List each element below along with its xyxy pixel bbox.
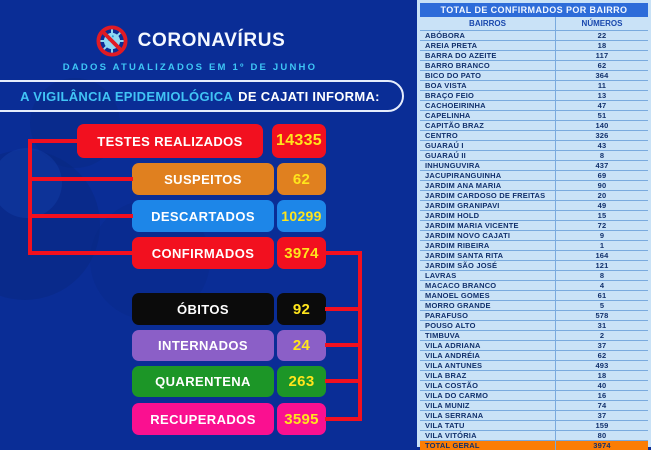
connector-line	[31, 214, 133, 218]
connector-line	[325, 307, 362, 311]
bairro-name: JARDIM SÃO JOSÉ	[425, 261, 498, 270]
bairro-name: JARDIM GRANIPAVI	[425, 201, 500, 210]
bairro-count: 117	[555, 51, 648, 60]
bairro-name: CAPITÃO BRAZ	[425, 121, 485, 130]
bairro-name: JARDIM ANA MARIA	[425, 181, 502, 190]
table-row	[420, 201, 648, 211]
bairro-name: CENTRO	[425, 131, 458, 140]
table-row	[420, 71, 648, 81]
bairro-name: VILA BRAZ	[425, 371, 467, 380]
connector-line	[28, 139, 32, 255]
table-total-row	[420, 441, 648, 450]
table-row	[420, 211, 648, 221]
total-value: 3974	[555, 441, 648, 450]
table-row	[420, 231, 648, 241]
connector-line	[358, 251, 362, 421]
table-row	[420, 91, 648, 101]
bairro-count: 51	[555, 111, 648, 120]
updated-date-label: DADOS ATUALIZADOS EM 1º DE JUNHO	[62, 62, 318, 73]
bairro-name: MORRO GRANDE	[425, 301, 491, 310]
bairro-name: VILA VITÓRIA	[425, 431, 477, 440]
stat-value: 263	[277, 366, 326, 397]
bairro-count: 159	[555, 421, 648, 430]
table-row	[420, 291, 648, 301]
bairro-count: 31	[555, 321, 648, 330]
header	[0, 24, 380, 58]
bairro-name: VILA ANTUNES	[425, 361, 483, 370]
table-row	[420, 361, 648, 371]
bairro-name: VILA ADRIANA	[425, 341, 481, 350]
bairro-count: 43	[555, 141, 648, 150]
bairro-count: 4	[555, 281, 648, 290]
bairro-name: VILA DO CARMO	[425, 391, 489, 400]
bairro-name: JARDIM NOVO CAJATI	[425, 231, 511, 240]
table-row	[420, 251, 648, 261]
bairro-name: ABÓBORA	[425, 31, 466, 40]
bairro-count: 326	[555, 131, 648, 140]
bairro-count: 37	[555, 341, 648, 350]
table-row	[420, 371, 648, 381]
bairro-count: 8	[555, 151, 648, 160]
table-row	[420, 221, 648, 231]
column-header-numeros: NÚMEROS	[555, 17, 648, 30]
total-label: TOTAL GERAL	[425, 441, 480, 450]
table-row	[420, 151, 648, 161]
announcement-banner	[0, 80, 404, 112]
bairro-name: CACHOEIRINHA	[425, 101, 486, 110]
bairro-count: 8	[555, 271, 648, 280]
connector-line	[325, 343, 362, 347]
column-header-bairros: BAIRROS	[469, 19, 506, 28]
bairro-count: 16	[555, 391, 648, 400]
bairro-name: POUSO ALTO	[425, 321, 476, 330]
banner-rest-text: DE CAJATI INFORMA:	[238, 88, 380, 104]
stat-value: 14335	[272, 124, 326, 158]
bairro-count: 47	[555, 101, 648, 110]
bairro-count: 69	[555, 171, 648, 180]
table-row	[420, 191, 648, 201]
bairro-name: PARAFUSO	[425, 311, 469, 320]
bairro-count: 164	[555, 251, 648, 260]
table-row	[420, 131, 648, 141]
bairro-count: 61	[555, 291, 648, 300]
bairro-count: 2	[555, 331, 648, 340]
bairro-count: 22	[555, 31, 648, 40]
bairro-name: MANOEL GOMES	[425, 291, 490, 300]
bairro-count: 20	[555, 191, 648, 200]
bairro-count: 437	[555, 161, 648, 170]
bairro-count: 121	[555, 261, 648, 270]
stat-label: RECUPERADOS	[132, 403, 274, 435]
stat-label: INTERNADOS	[132, 330, 274, 361]
connector-line	[31, 251, 133, 255]
bairro-count: 49	[555, 201, 648, 210]
bairro-count: 140	[555, 121, 648, 130]
bairro-count: 15	[555, 211, 648, 220]
bairro-name: GUARAÚ II	[425, 151, 466, 160]
bairro-rows	[420, 31, 648, 450]
bairro-name: TIMBUVA	[425, 331, 461, 340]
table-row	[420, 261, 648, 271]
bairro-name: VILA SERRANA	[425, 411, 484, 420]
table-row	[420, 161, 648, 171]
table-row	[420, 391, 648, 401]
bairro-count: 37	[555, 411, 648, 420]
virus-watermark	[0, 150, 100, 300]
table-row	[420, 381, 648, 391]
connector-line	[31, 177, 133, 181]
bairro-name: CAPELINHA	[425, 111, 471, 120]
bairro-name: VILA ANDRÉIA	[425, 351, 481, 360]
table-row	[420, 31, 648, 41]
bairro-count: 1	[555, 241, 648, 250]
table-header-row	[420, 17, 648, 31]
bairro-name: VILA COSTÃO	[425, 381, 479, 390]
table-row	[420, 111, 648, 121]
bairro-count: 9	[555, 231, 648, 240]
connector-line	[325, 251, 362, 255]
table-row	[420, 341, 648, 351]
stat-label: TESTES REALIZADOS	[77, 124, 263, 158]
connector-line	[31, 139, 78, 143]
bairro-name: JARDIM RIBEIRA	[425, 241, 490, 250]
bairro-count: 578	[555, 311, 648, 320]
stat-value: 92	[277, 293, 326, 325]
table-row	[420, 271, 648, 281]
bairro-count: 18	[555, 41, 648, 50]
table-row	[420, 81, 648, 91]
bairro-count: 493	[555, 361, 648, 370]
table-row	[420, 421, 648, 431]
table-row	[420, 141, 648, 151]
table-row	[420, 311, 648, 321]
bairro-count: 90	[555, 181, 648, 190]
bairro-count: 11	[555, 81, 648, 90]
bairro-name: VILA TATU	[425, 421, 465, 430]
table-row	[420, 241, 648, 251]
bairros-table-panel	[417, 0, 651, 450]
table-row	[420, 321, 648, 331]
bairro-count: 5	[555, 301, 648, 310]
stat-value: 10299	[277, 200, 326, 232]
bairro-count: 62	[555, 351, 648, 360]
bairro-name: LAVRAS	[425, 271, 457, 280]
table-row	[420, 51, 648, 61]
table-row	[420, 301, 648, 311]
table-title: TOTAL DE CONFIRMADOS POR BAIRRO	[420, 3, 648, 17]
bairro-count: 80	[555, 431, 648, 440]
table-row	[420, 41, 648, 51]
bairro-count: 72	[555, 221, 648, 230]
bairro-name: JARDIM HOLD	[425, 211, 480, 220]
banner-highlight-text: A VIGILÂNCIA EPIDEMIOLÓGICA	[20, 88, 234, 104]
bairro-count: 364	[555, 71, 648, 80]
connector-line	[325, 379, 362, 383]
bairro-name: MACACO BRANCO	[425, 281, 497, 290]
stat-label: DESCARTADOS	[132, 200, 274, 232]
bairro-name: BARRO BRANCO	[425, 61, 490, 70]
table-row	[420, 411, 648, 421]
bairro-name: INHUNGUVIRA	[425, 161, 481, 170]
bairro-name: BOA VISTA	[425, 81, 467, 90]
table-row	[420, 401, 648, 411]
no-coronavirus-icon	[95, 24, 129, 58]
table-row	[420, 171, 648, 181]
bairro-count: 13	[555, 91, 648, 100]
table-row	[420, 431, 648, 441]
bairro-name: VILA MUNIZ	[425, 401, 470, 410]
bairro-name: BARRA DO AZEITE	[425, 51, 497, 60]
bairro-name: GUARAÚ I	[425, 141, 464, 150]
bairro-name: JARDIM SANTA RITA	[425, 251, 504, 260]
stat-label: QUARENTENA	[132, 366, 274, 397]
connector-line	[325, 417, 362, 421]
bairro-count: 40	[555, 381, 648, 390]
bairro-name: JACUPIRANGUINHA	[425, 171, 502, 180]
table-row	[420, 101, 648, 111]
table-row	[420, 331, 648, 341]
stat-value: 3595	[277, 403, 326, 435]
stat-value: 3974	[277, 237, 326, 269]
stat-label: CONFIRMADOS	[132, 237, 274, 269]
stat-label: SUSPEITOS	[132, 163, 274, 195]
bairro-count: 18	[555, 371, 648, 380]
stat-label: ÓBITOS	[132, 293, 274, 325]
stat-value: 24	[277, 330, 326, 361]
bairro-name: BICO DO PATO	[425, 71, 482, 80]
bairro-count: 74	[555, 401, 648, 410]
bairro-name: AREIA PRETA	[425, 41, 478, 50]
table-row	[420, 351, 648, 361]
table-row	[420, 121, 648, 131]
page-title: CORONAVÍRUS	[137, 30, 286, 51]
stat-value: 62	[277, 163, 326, 195]
table-row	[420, 281, 648, 291]
bairro-name: JARDIM CARDOSO DE FREITAS	[425, 191, 546, 200]
table-row	[420, 61, 648, 71]
bairro-name: JARDIM MARIA VICENTE	[425, 221, 519, 230]
table-row	[420, 181, 648, 191]
bairro-count: 62	[555, 61, 648, 70]
bairro-name: BRAÇO FEIO	[425, 91, 475, 100]
